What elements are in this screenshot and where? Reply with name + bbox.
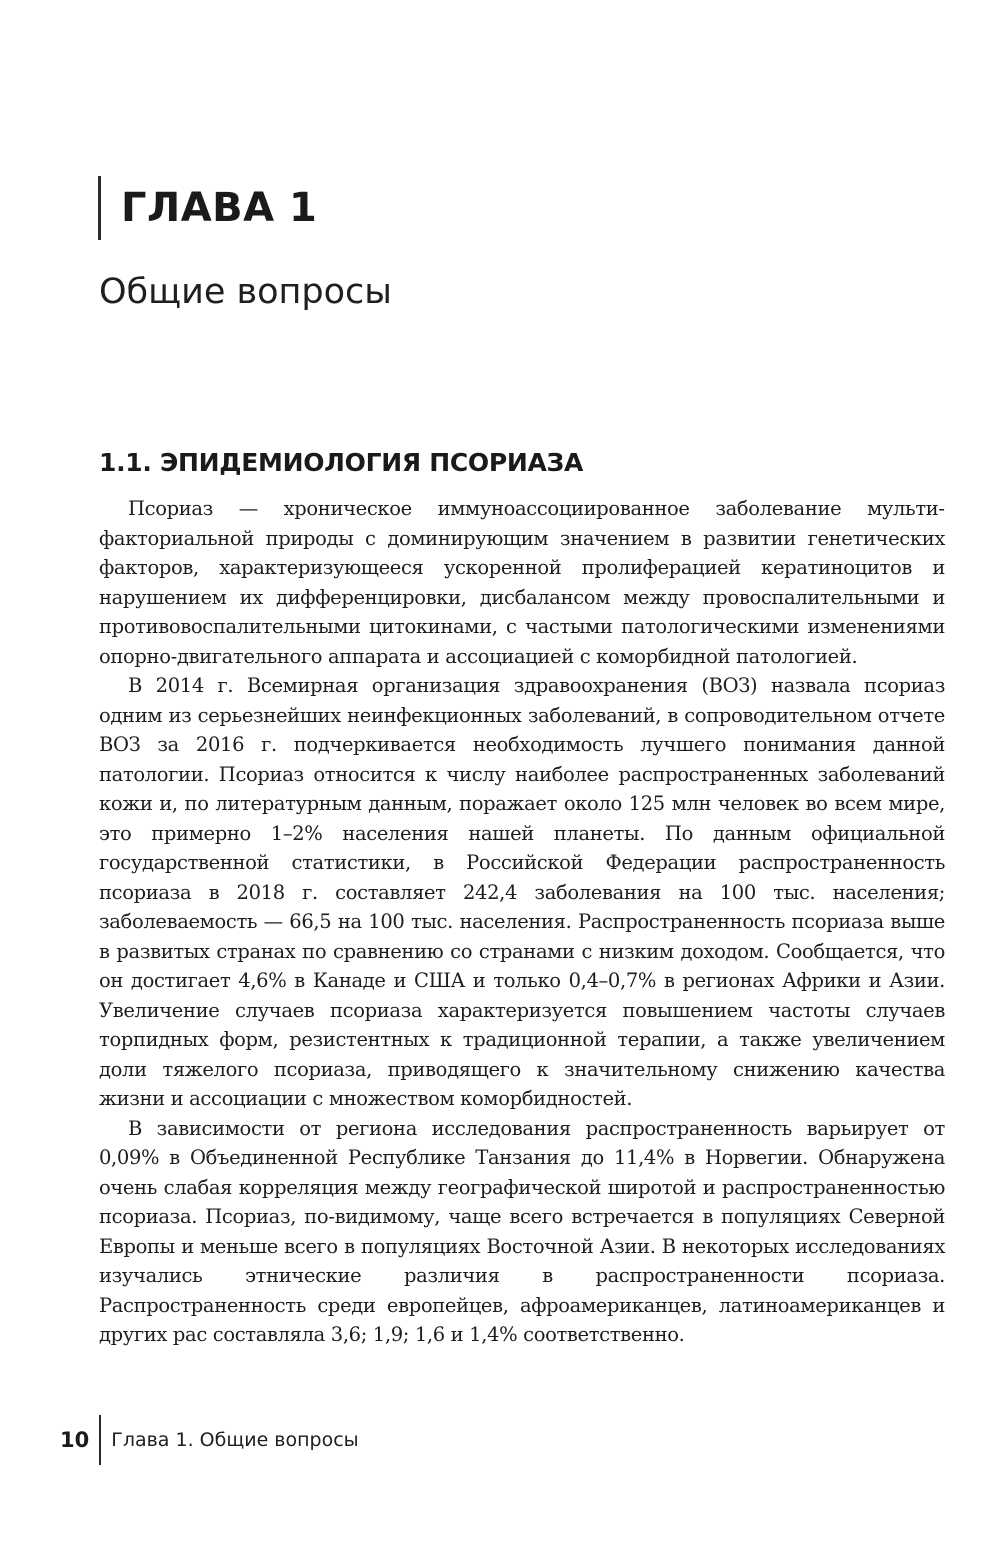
paragraph-2: В 2014 г. Всемирная организация здравоохранения (ВОЗ) назвала псориаз одним из серьезнейших неинфекционных заболеваний, в сопроводительном отчете ВОЗ за 2016 г. подчеркивается необходимость лучшего понимания данной патологии. Псориаз относится к числу наиболее распространенных заболеваний кожи и, по литературным данным, поражает около 125 млн человек во всем мире, это примерно 1–2% населения нашей планеты. По данным официальной государственной статистики, в Российской Федерации распространенность псориаза в 2018 г. составляет 242,4 заболевания на 100 тыс. населения; заболеваемость — 66,5 на 100 тыс. населения. Распространенность псориаза выше в развитых странах по сравнению со странами с низким доходом. Сообщается, что он достигает 4,6% в Канаде и США и только 0,4–0,7% в регионах Африки и Азии. Увеличение случаев псориаза характеризуется повышением частоты случаев торпидных форм, резистентных к традиционной терапии, а также увеличением доли тяжелого псориаза, приводящего к значительному снижению качества жизни и ассоциации с множеством коморбидностей. bbox=[99, 674, 945, 1110]
page-number: 10 bbox=[60, 1428, 90, 1452]
chapter-title: Общие вопросы bbox=[99, 272, 392, 312]
section-heading: 1.1. ЭПИДЕМИОЛОГИЯ ПСОРИАЗА bbox=[99, 448, 584, 477]
paragraph-1: Псориаз — хроническое иммуноассоциированное заболевание мультифакториальной природы с доминирующим значением в развитии генетических факторов, характеризующееся ускоренной пролиферацией кератиноцитов и нарушением их дифференцировки, дисбалансом между провоспалительными и противовоспалительными цитокинами, с частыми патологическими изменениями опорно-двигательного аппарата и ассоциацией с коморбидной патологией. bbox=[99, 497, 945, 668]
chapter-divider-bar bbox=[98, 176, 101, 240]
footer-divider-bar bbox=[99, 1415, 101, 1465]
page-footer bbox=[60, 1414, 359, 1466]
running-title: Глава 1. Общие вопросы bbox=[111, 1429, 359, 1451]
paragraph-3: В зависимости от региона исследования распространенность варьирует от 0,09% в Объединенной Республике Танзания до 11,4% в Норвегии. Обнаружена очень слабая корреляция между географической широтой и распространенностью псориаза. Псориаз, по-видимому, чаще всего встречается в популяциях Северной Европы и меньше всего в популяциях Восточной Азии. В некоторых исследованиях изучались этнические различия в распространенности псориаза. Распространенность среди европейцев, афроамериканцев, латиноамериканцев и других рас составляла 3,6; 1,9; 1,6 и 1,4% соответственно. bbox=[99, 1116, 945, 1346]
chapter-header bbox=[98, 176, 317, 240]
body-text bbox=[99, 494, 945, 1350]
chapter-label: ГЛАВА 1 bbox=[121, 185, 318, 231]
